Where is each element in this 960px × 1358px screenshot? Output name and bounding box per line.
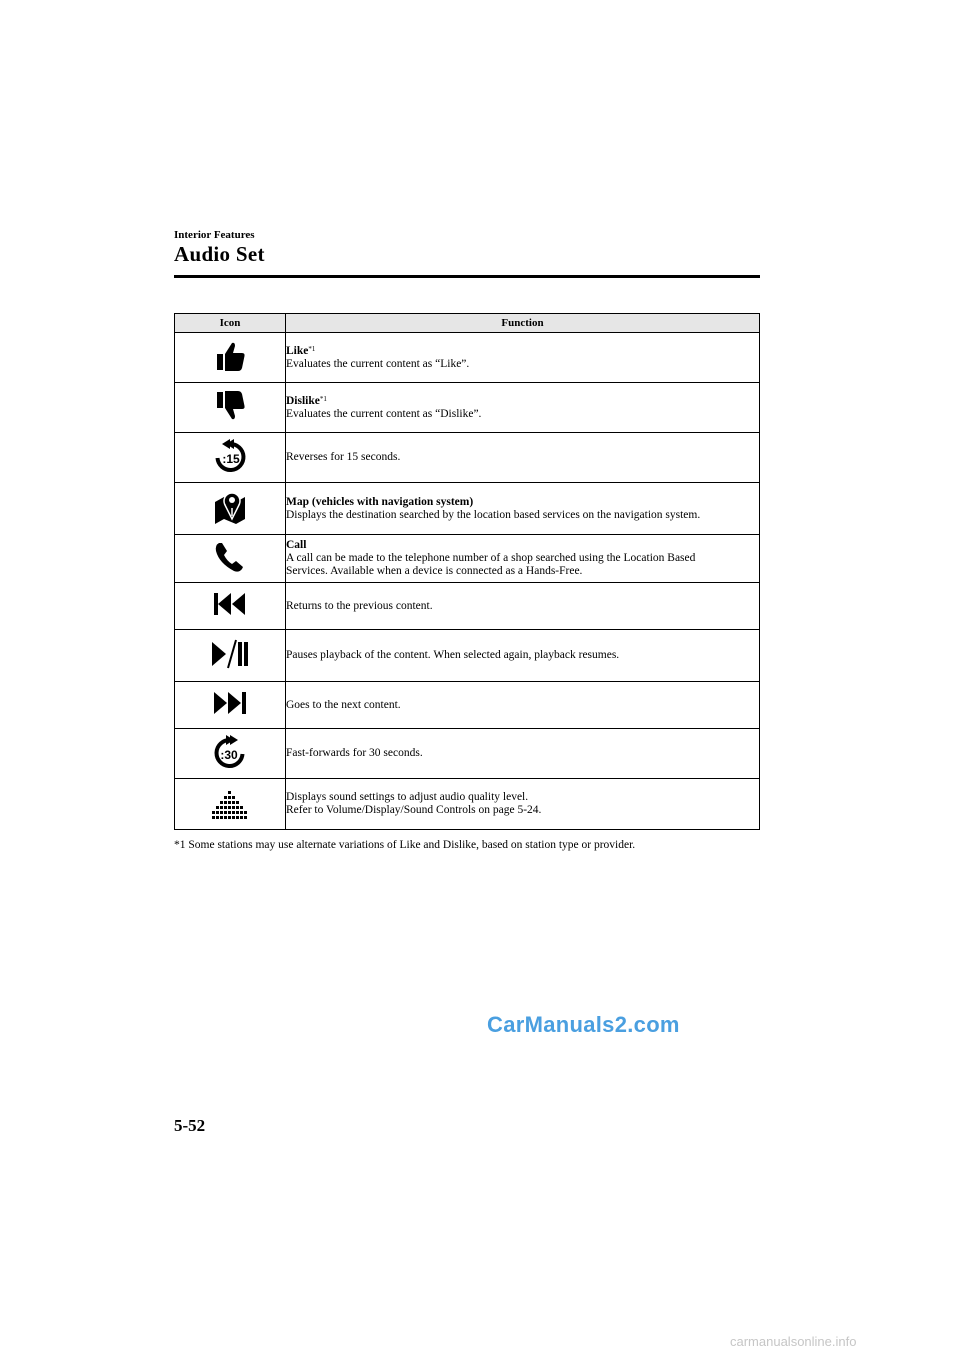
icon-cell xyxy=(175,535,286,583)
function-cell xyxy=(286,583,760,630)
function-name-text: Call xyxy=(286,539,307,551)
function-description: Returns to the previous content. xyxy=(286,599,433,612)
svg-text::30: :30 xyxy=(220,747,238,762)
watermark: CarManuals2.com xyxy=(487,1012,680,1037)
footnote-mark: *1 xyxy=(319,394,327,403)
function-cell xyxy=(286,682,760,729)
previous-track-icon xyxy=(210,585,250,623)
icon-cell xyxy=(175,630,286,682)
icon-function-table xyxy=(174,313,760,830)
function-name xyxy=(286,496,759,509)
table-row xyxy=(175,729,760,779)
function-description: Goes to the next content. xyxy=(286,698,401,711)
function-description: Refer to Volume/Display/Sound Controls on page 5-24. xyxy=(286,804,542,816)
footnote-mark: *1 xyxy=(308,344,316,353)
table-row xyxy=(175,779,760,830)
function-description: Evaluates the current content as “Like”. xyxy=(286,357,470,370)
footer-watermark: carmanualsonline.info xyxy=(730,1334,857,1349)
function-description: Evaluates the current content as “Dislike”. xyxy=(286,407,482,420)
section-label: Interior Features xyxy=(174,229,255,241)
forward-30-icon xyxy=(210,733,250,771)
table-body xyxy=(175,333,760,830)
function-cell xyxy=(286,383,760,433)
function-description: Displays the destination searched by the location based services on the navigation system. xyxy=(286,508,701,521)
function-description: A call can be made to the telephone number of a shop searched using the Location Based xyxy=(286,552,696,564)
function-name xyxy=(286,395,759,408)
function-cell xyxy=(286,333,760,383)
table-header-row xyxy=(175,314,760,333)
icon-cell xyxy=(175,433,286,483)
function-name-text: Dislike xyxy=(286,394,320,407)
footnote: *1 Some stations may use alternate variations of Like and Dislike, based on station type or provider. xyxy=(174,839,636,851)
thumbs-down-icon xyxy=(210,387,250,425)
icon-cell xyxy=(175,483,286,535)
icon-cell xyxy=(175,729,286,779)
function-description: Fast-forwards for 30 seconds. xyxy=(286,747,423,759)
function-name-text: Like xyxy=(286,344,309,357)
table-row xyxy=(175,333,760,383)
rewind-15-icon xyxy=(210,437,250,475)
icon-cell xyxy=(175,333,286,383)
phone-icon xyxy=(210,538,250,576)
function-name-text: Map (vehicles with navigation system) xyxy=(286,495,474,508)
table-row xyxy=(175,433,760,483)
column-header-function: Function xyxy=(286,314,760,333)
play-pause-icon xyxy=(210,635,250,673)
next-track-icon xyxy=(210,684,250,722)
svg-text::15: :15 xyxy=(222,451,240,466)
table-row xyxy=(175,483,760,535)
icon-cell xyxy=(175,583,286,630)
table-row xyxy=(175,583,760,630)
function-name xyxy=(286,345,759,358)
page-number: 5-52 xyxy=(174,1116,206,1135)
page-title: Audio Set xyxy=(174,242,265,266)
function-cell xyxy=(286,535,760,583)
function-description: Services. Available when a device is connected as a Hands-Free. xyxy=(286,565,583,577)
function-cell xyxy=(286,630,760,682)
function-cell xyxy=(286,779,760,830)
icon-cell xyxy=(175,779,286,830)
table-row xyxy=(175,535,760,583)
equalizer-icon xyxy=(210,783,250,821)
map-pin-icon xyxy=(210,488,250,526)
function-cell xyxy=(286,433,760,483)
table-row xyxy=(175,383,760,433)
title-rule xyxy=(174,275,760,278)
thumbs-up-icon xyxy=(210,337,250,375)
column-header-icon: Icon xyxy=(175,314,286,333)
icon-cell xyxy=(175,383,286,433)
table-row xyxy=(175,630,760,682)
function-description: Pauses playback of the content. When selected again, playback resumes. xyxy=(286,649,620,661)
function-description: Reverses for 15 seconds. xyxy=(286,451,401,463)
icon-cell xyxy=(175,682,286,729)
function-name xyxy=(286,539,759,552)
function-description: Displays sound settings to adjust audio quality level. xyxy=(286,791,529,803)
table-row xyxy=(175,682,760,729)
function-cell xyxy=(286,483,760,535)
function-cell xyxy=(286,729,760,779)
